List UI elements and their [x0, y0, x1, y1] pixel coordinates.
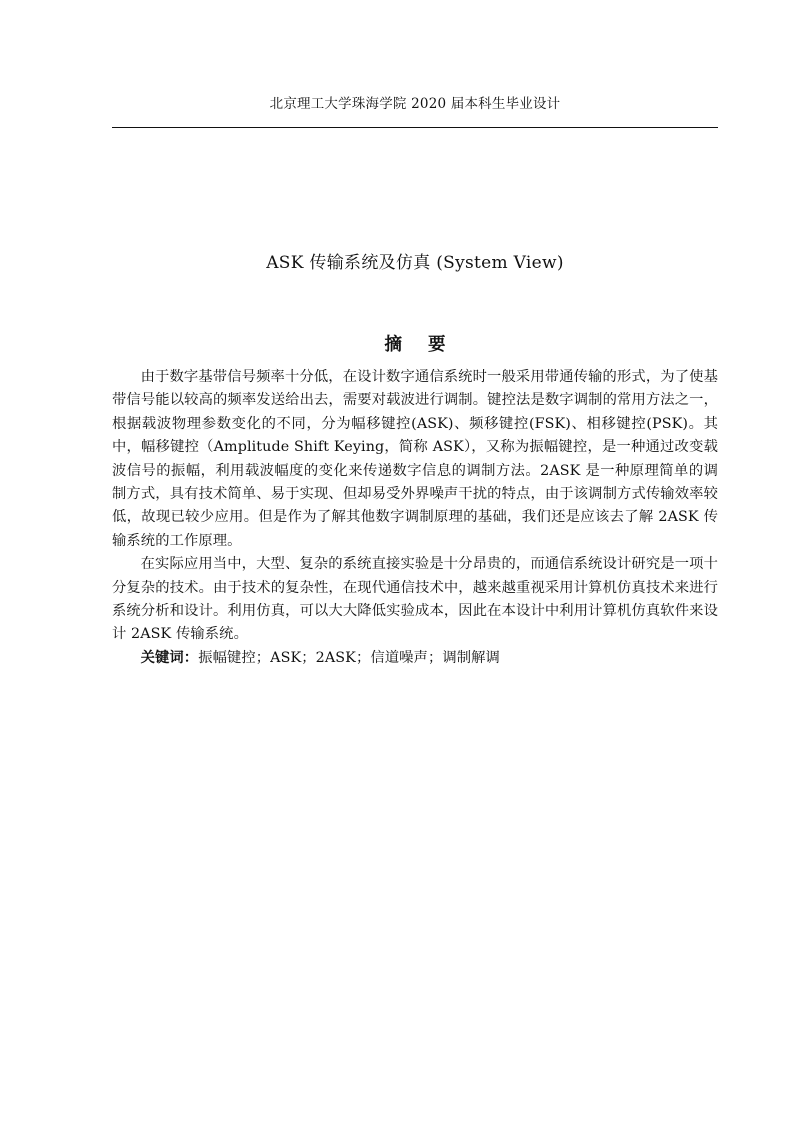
keywords-label: 关键词： [140, 649, 199, 666]
abstract-heading [112, 331, 718, 356]
abstract-paragraph: 由于数字基带信号频率十分低，在设计数字通信系统时一般采用带通传输的形式，为了使基带信号能以较高的频率发送给出去，需要对载波进行调制。键控法是数字调制的常用方法之一，根据载波物理参数变化的不同，分为幅移键控(ASK)、频移键控(FSK)、相移键控(PSK)。其中，幅移键控（Amplitude Shift Keying，简称 ASK），又称为振幅键控，是一种通过改变载波信号的振幅，利用载波幅度的变化来传递数字信息的调制方法。2ASK 是一种原理简单的调制方式，具有技术简单、易于实现、但却易受外界噪声干扰的特点，由于该调制方式传输效率较低，故现已较少应用。但是作为了解其他数字调制原理的基础，我们还是应该去了解 2ASK 传输系统的工作原理。 [112, 369, 718, 549]
abstract-paragraph: 在实际应用当中，大型、复杂的系统直接实验是十分昂贵的，而通信系统设计研究是一项十分复杂的技术。由于技术的复杂性，在现代通信技术中，越来越重视采用计算机仿真技术来进行系统分析和设计。利用仿真，可以大大降低实验成本，因此在本设计中利用计算机仿真软件来设计 2ASK 传输系统。 [112, 556, 718, 643]
keywords-text: 振幅键控；ASK；2ASK；信道噪声；调制解调 [198, 649, 500, 666]
running-header: 北京理工大学珠海学院 2020 届本科生毕业设计 [269, 96, 561, 112]
abstract-body [112, 366, 718, 670]
document-title: ASK 传输系统及仿真 (System View) [266, 253, 564, 273]
abstract-heading-char: 摘 [384, 335, 402, 355]
abstract-heading-char: 要 [428, 335, 446, 355]
keywords-line [112, 647, 718, 670]
header-divider [112, 127, 718, 128]
